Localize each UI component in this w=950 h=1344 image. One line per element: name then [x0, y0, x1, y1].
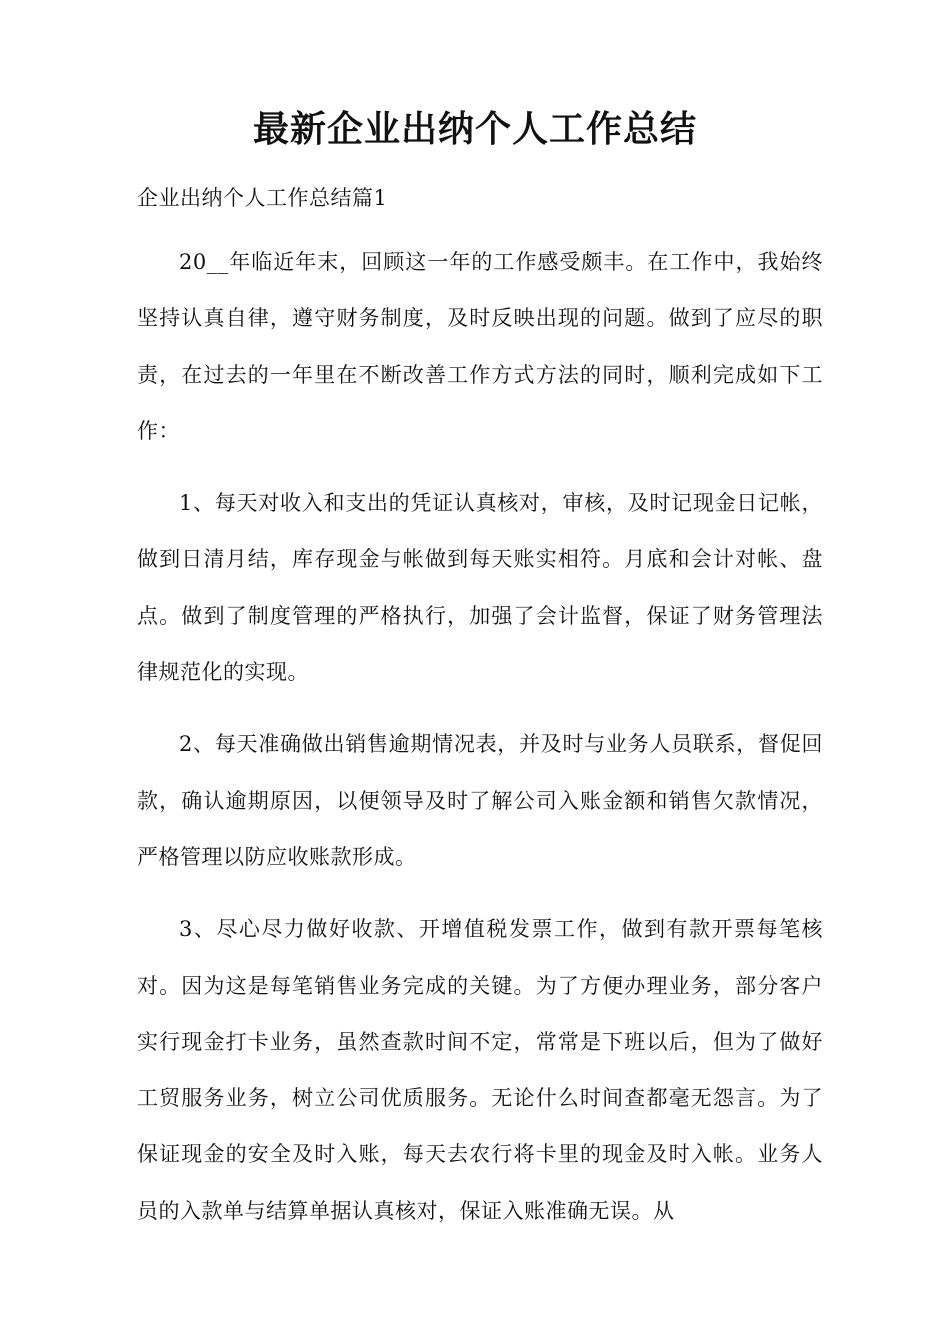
paragraph-item-2: 2、每天准确做出销售逾期情况表，并及时与业务人员联系，督促回款，确认逾期原因，以便领导及时了解公司入账金额和销售欠款情况，严格管理以防应收账款形成。	[137, 732, 823, 869]
document-title: 最新企业出纳个人工作总结	[252, 109, 697, 150]
paragraph-item-3: 3、尽心尽力做好收款、开增值税发票工作，做到有款开票每笔核对。因为这是每笔销售业务完成的关键。为了方便办理业务，部分客户实行现金打卡业务，虽然查款时间不定，常常是下班以后，但为了做好工贸服务业务，树立公司优质服务。无论什么时间查都毫无怨言。为了保证现金的安全及时入账，每天去农行将卡里的现金及时入帐。业务人员的入款单与结算单据认真核对，保证入账准确无误。从	[137, 917, 823, 1223]
section-heading: 企业出纳个人工作总结篇1	[137, 186, 388, 210]
paragraph-item-1: 1、每天对收入和支出的凭证认真核对，审核，及时记现金日记帐，做到日清月结，库存现金与帐做到每天账实相符。月底和会计对帐、盘点。做到了制度管理的严格执行，加强了会计监督，保证了财务管理法律规范化的实现。	[137, 491, 823, 685]
document-body	[137, 178, 823, 1239]
paragraph-intro: 20__年临近年末，回顾这一年的工作感受颇丰。在工作中，我始终坚持认真自律，遵守财务制度，及时反映出现的问题。做到了应尽的职责，在过去的一年里在不断改善工作方式方法的同时，顺利完成如下工作：	[137, 250, 823, 443]
